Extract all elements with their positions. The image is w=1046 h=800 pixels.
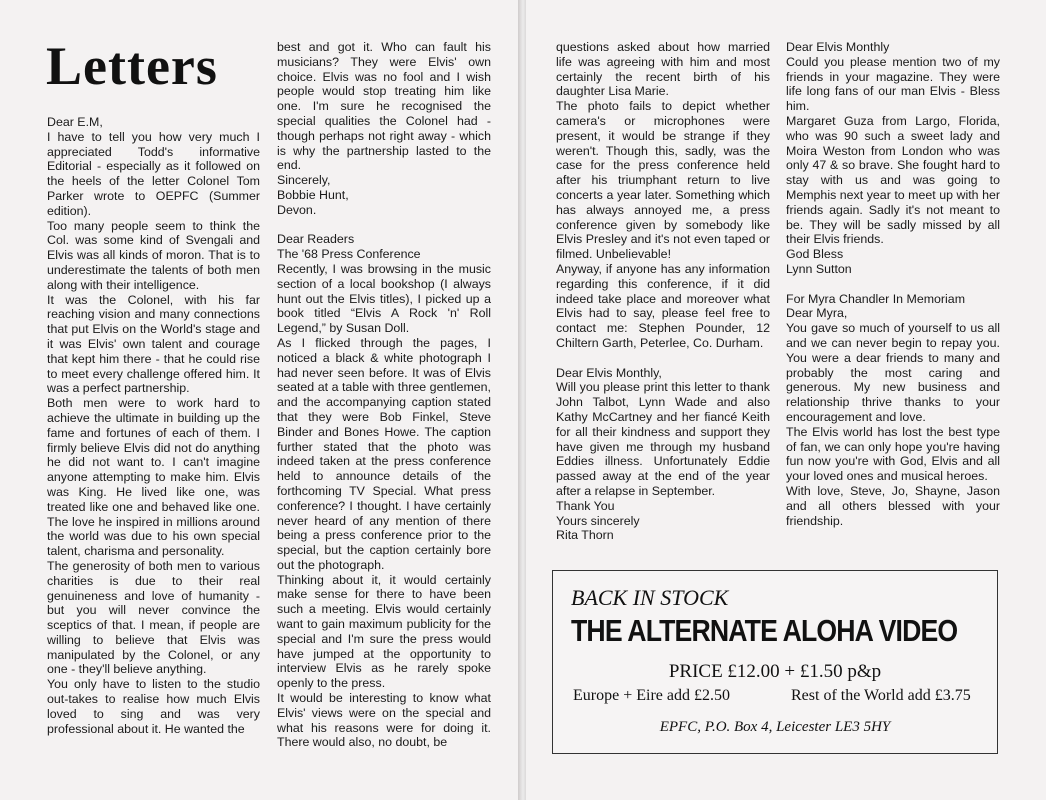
letter-paragraph: With love, Steve, Jo, Shayne, Jason and all others blessed with your friendship. bbox=[786, 483, 1000, 528]
letter-paragraph: Anyway, if anyone has any information regarding this conference, if it did indeed take place and moreover what Elvis had to say, please feel free to contact me: Stephen Pounder, 12 Chiltern Garth, Peterlee, Co. Durham. bbox=[556, 261, 770, 350]
letter-paragraph: Dear Elvis Monthly bbox=[786, 40, 890, 54]
letters-column-1 bbox=[47, 115, 260, 736]
letter-paragraph: Recently, I was browsing in the music section of a local bookshop (I always hunt out the Elvis titles), I picked up a book titled “Elvis A Rock 'n' Roll Legend,” by Susan Doll. bbox=[277, 261, 491, 336]
advert-address: EPFC, P.O. Box 4, Leicester LE3 5HY bbox=[659, 719, 891, 735]
letter-paragraph: Thank You bbox=[556, 498, 615, 513]
letter-paragraph: Margaret Guza from Largo, Florida, who was 90 such a sweet lady and Moira Weston from London who was only 47 & so brave. She fought hard to stay with us and was going to Memphis next year to meet up with her friends again. Sadly it's not meant to be. They will be sadly missed by all their Elvis friends. bbox=[786, 113, 1000, 247]
advert-europe-postage: Europe + Eire add £2.50 bbox=[573, 687, 730, 704]
letter-paragraph: questions asked about how married life was agreeing with him and most certainly the recent birth of his daughter Lisa Marie. bbox=[556, 40, 770, 99]
letter-paragraph: best and got it. Who can fault his musicians? They were Elvis' own choice. Elvis was no fool and I wish people would stop treating him like one. I'm sure he recognised the special qualities the Colonel had - though perhaps not right away - which is why the partnership lasted to the end. bbox=[277, 40, 491, 173]
letter-paragraph: For Myra Chandler In Memoriam bbox=[786, 291, 966, 306]
letters-column-4 bbox=[786, 40, 1000, 528]
left-page bbox=[0, 0, 520, 800]
letter-paragraph: Both men were to work hard to achieve the ultimate in building up the fame and fortunes of each of them. I firmly believe Elvis did not do anything he did not want to. I can't imagine anyone attempting to make him. Elvis was King. He lived like one, was treated like one and behaved like one. The love he inspired in millions around the world was due to his own special talent, charisma and personality. bbox=[47, 396, 260, 559]
letter-paragraph: The '68 Press Conference bbox=[277, 247, 421, 262]
letter-paragraph: It would be interesting to know what Elvis' views were on the special and what his reasons were for doing it. There would also, no doubt, be bbox=[277, 691, 491, 750]
letter-paragraph: The generosity of both men to various charities is due to their real genuineness and love of humanity - but you will never convince the sceptics of that. I mean, if people are willing to believe that Elvis was manipulated by the Colonel, or any one - they'll believe anything. bbox=[47, 558, 260, 677]
letter-paragraph: Bobbie Hunt, bbox=[277, 187, 349, 202]
letter-paragraph: As I flicked through the pages, I noticed a black & white photograph I had never seen before. It was of Elvis seated at a table with three gentlemen, and the accompanying caption stated that they were Bob Finkel, Steve Binder and Bones Howe. The caption further stated that the photo was indeed taken at the press conference held to announce details of the forthcoming TV Special. What press conference? I thought. I have certainly never heard of any mention of there being a press conference prior to the special, but the caption certainly bore out the photograph. bbox=[277, 335, 491, 572]
letter-paragraph: I have to tell you how very much I appreciated Todd's informative Editorial - especially as it followed on the heels of the letter Colonel Tom Parker wrote to OEPFC (Summer edition). bbox=[47, 129, 260, 218]
advert-world-postage: Rest of the World add £3.75 bbox=[791, 687, 971, 704]
letter-paragraph: The photo fails to depict whether camera's or microphones were present, it would be strange if they weren't. Though this, sadly, was the case for the press conference held after his triumphant return to live concerts a year later. Something which has always annoyed me, a press conference given by somebody like Elvis Presley and it's not even taped or filmed. Unbelievable! bbox=[556, 99, 770, 262]
advert-box bbox=[552, 570, 998, 754]
letter-paragraph: Dear E.M, bbox=[47, 115, 103, 129]
letter-paragraph: You only have to listen to the studio out-takes to realise how much Elvis loved to sing and was very professional about it. He wanted the bbox=[47, 677, 260, 736]
paragraph-spacer bbox=[277, 218, 491, 233]
letters-column-3 bbox=[556, 40, 770, 543]
letter-paragraph: Sincerely, bbox=[277, 173, 331, 188]
letter-paragraph: Will you please print this letter to thank John Talbot, Lynn Wade and also Kathy McCartney and her fiancé Keith for all their kindness and support they have given me through my husband Eddies illness. Unfortunately Eddie passed away at the end of the year after a relapse in September. bbox=[556, 380, 770, 498]
letter-paragraph: You gave so much of yourself to us all and we can never begin to repay you. You were a dear friends to many and probably the most caring and generous. My new business and relationship thrive thanks to your encouragement and love. bbox=[786, 321, 1000, 424]
letter-paragraph: Too many people seem to think the Col. was some kind of Svengali and Elvis was all kinds of moron. That is to underestimate the talents of both men along with their intelligence. bbox=[47, 218, 260, 292]
letter-paragraph: Yours sincerely bbox=[556, 513, 640, 528]
letter-paragraph: Lynn Sutton bbox=[786, 261, 852, 276]
letter-paragraph: Thinking about it, it would certainly make sense for there to have been such a meeting. Elvis would certainly want to gain maximum publicity for the special and I'm sure the press would have jumped at the opportunity to interview Elvis as he rarely spoke openly to the press. bbox=[277, 572, 491, 691]
letter-paragraph: Devon. bbox=[277, 202, 317, 217]
letter-paragraph: Dear Readers bbox=[277, 232, 355, 247]
letter-paragraph: Could you please mention two of my friends in your magazine. They were life long fans of our man Elvis - Bless him. bbox=[786, 54, 1000, 114]
page-title: Letters bbox=[46, 36, 218, 96]
letter-paragraph: The Elvis world has lost the best type of fan, we can only hope you're having fun now you're with God, Elvis and all your loved ones and musical heroes. bbox=[786, 424, 1000, 484]
letter-paragraph: Dear Myra, bbox=[786, 306, 848, 321]
letter-paragraph: Dear Elvis Monthly, bbox=[556, 365, 662, 380]
paragraph-spacer bbox=[556, 351, 770, 366]
advert-price: PRICE £12.00 + £1.50 p&p bbox=[668, 661, 882, 682]
letter-paragraph: Rita Thorn bbox=[556, 528, 614, 543]
advert-headline: BACK IN STOCK bbox=[571, 585, 729, 610]
letters-column-2 bbox=[277, 40, 491, 750]
letter-paragraph: God Bless bbox=[786, 247, 844, 262]
letter-paragraph: It was the Colonel, with his far reaching vision and many connections that put Elvis on the World's stage and it was Elvis' own talent and courage that kept him there - that he could rise to meet every challenge offered him. It was a perfect partnership. bbox=[47, 292, 260, 396]
paragraph-spacer bbox=[786, 277, 1000, 292]
advert-product: THE ALTERNATE ALOHA VIDEO bbox=[571, 613, 958, 648]
